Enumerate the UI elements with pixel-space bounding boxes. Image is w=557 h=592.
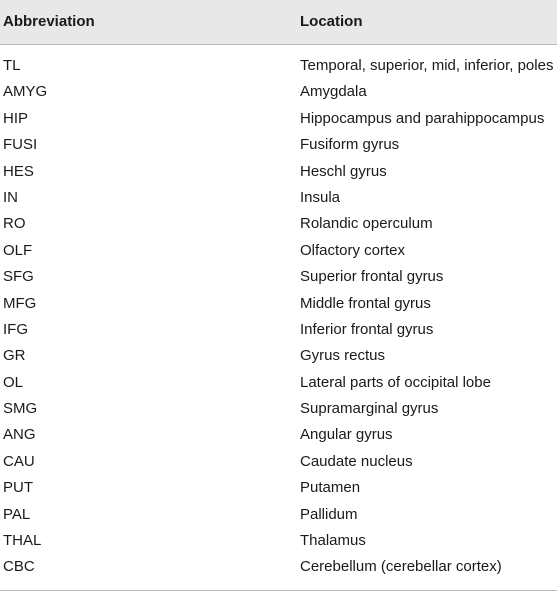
table-row [0, 185, 557, 211]
header-location: Location [300, 13, 363, 30]
cell-location: Lateral parts of occipital lobe [300, 373, 491, 391]
table-row [0, 502, 557, 528]
cell-location: Thalamus [300, 532, 366, 550]
table-row [0, 475, 557, 501]
table-row [0, 53, 557, 79]
cell-abbreviation: ANG [3, 426, 36, 444]
cell-location: Supramarginal gyrus [300, 400, 439, 418]
cell-abbreviation: SFG [3, 268, 34, 286]
cell-location: Amygdala [300, 83, 367, 101]
cell-location: Middle frontal gyrus [300, 294, 431, 312]
cell-location: Temporal, superior, mid, inferior, poles [300, 57, 554, 74]
cell-abbreviation: THAL [3, 532, 42, 550]
cell-location: Angular gyrus [300, 426, 393, 444]
cell-location: Caudate nucleus [300, 452, 413, 470]
table-row [0, 211, 557, 237]
table-row [0, 264, 557, 290]
cell-location: Superior frontal gyrus [300, 268, 444, 286]
cell-location: Insula [300, 188, 341, 206]
cell-location: Gyrus rectus [300, 347, 386, 365]
cell-abbreviation: HES [3, 162, 34, 180]
cell-abbreviation: PAL [3, 505, 31, 523]
cell-abbreviation: AMYG [3, 83, 48, 101]
header-divider [0, 44, 557, 45]
cell-abbreviation: OLF [3, 241, 33, 259]
cell-location: Rolandic operculum [300, 215, 433, 233]
cell-location: Hippocampus and parahippocampus [300, 109, 545, 127]
table-row [0, 343, 557, 369]
cell-abbreviation: GR [3, 347, 26, 365]
cell-abbreviation: SMG [3, 400, 38, 418]
table-row [0, 291, 557, 317]
cell-abbreviation: FUSI [3, 136, 38, 154]
cell-abbreviation: HIP [3, 109, 29, 127]
cell-location: Putamen [300, 479, 361, 497]
table-row [0, 370, 557, 396]
table-row [0, 238, 557, 264]
cell-abbreviation: MFG [3, 294, 37, 312]
cell-location: Fusiform gyrus [300, 136, 400, 154]
table-body [0, 53, 557, 581]
cell-abbreviation: RO [3, 215, 26, 233]
cell-abbreviation: CAU [3, 452, 35, 470]
cell-abbreviation: IN [3, 188, 18, 206]
cell-location: Heschl gyrus [300, 162, 387, 180]
cell-abbreviation: CBC [3, 558, 35, 576]
table-row [0, 528, 557, 554]
table-row [0, 554, 557, 580]
table-row [0, 132, 557, 158]
cell-abbreviation: PUT [3, 479, 33, 497]
table-bottom-divider [0, 590, 557, 591]
cell-abbreviation: IFG [3, 320, 28, 338]
cell-location: Olfactory cortex [300, 241, 406, 259]
cell-abbreviation: TL [3, 57, 21, 74]
cell-abbreviation: OL [3, 373, 24, 391]
table-header [0, 0, 557, 44]
table-row [0, 106, 557, 132]
cell-location: Inferior frontal gyrus [300, 320, 434, 338]
cell-location: Cerebellum (cerebellar cortex) [300, 558, 502, 576]
table-row [0, 449, 557, 475]
table-row [0, 317, 557, 343]
cell-location: Pallidum [300, 505, 358, 523]
table-row [0, 422, 557, 448]
header-abbreviation: Abbreviation [3, 13, 95, 30]
table-row [0, 159, 557, 185]
table-row [0, 396, 557, 422]
table-row [0, 79, 557, 105]
